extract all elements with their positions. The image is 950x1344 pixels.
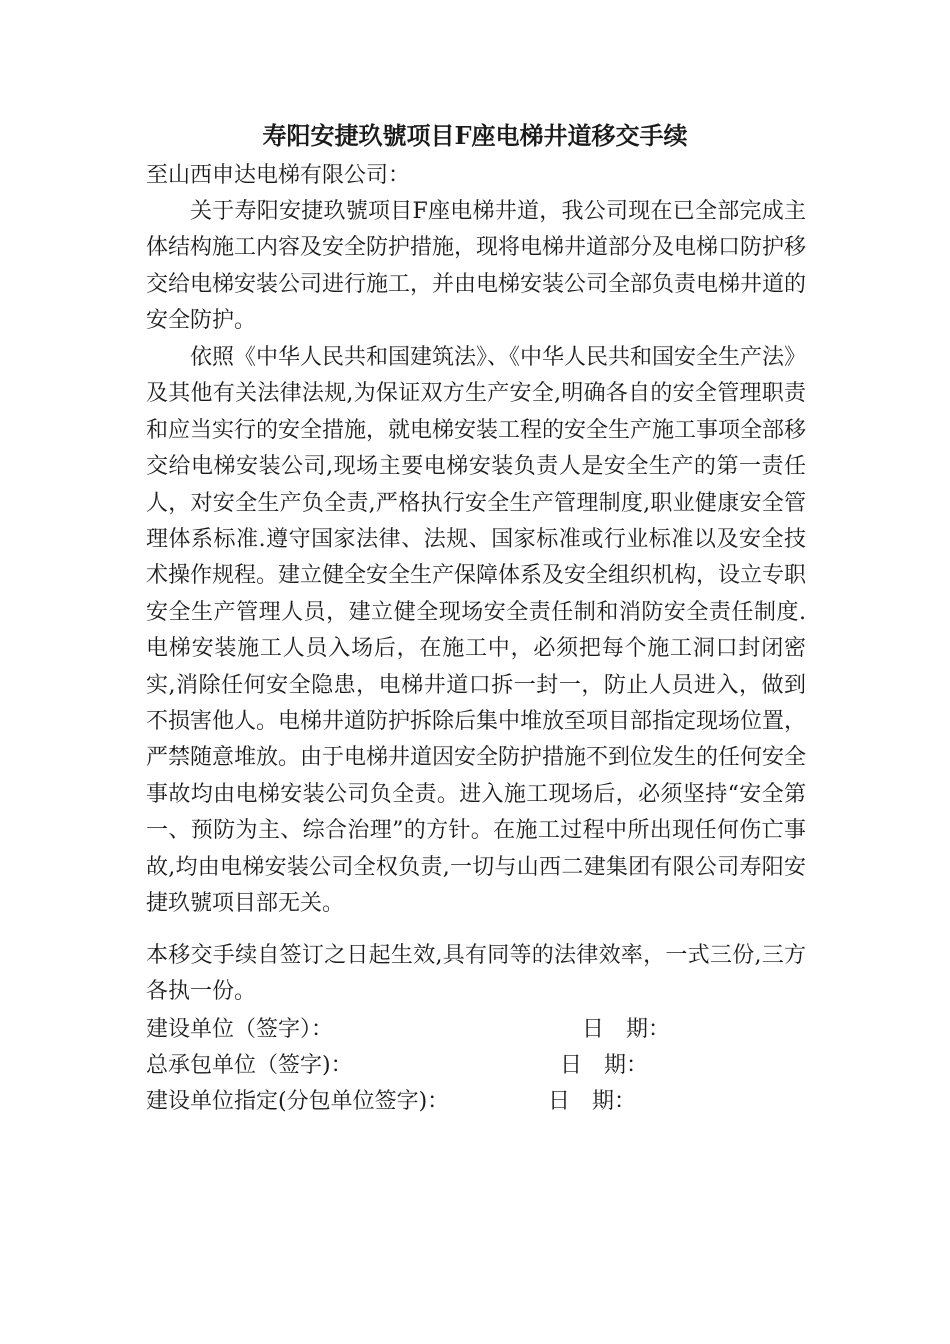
paragraph-effectiveness: 本移交手续自签订之日起生效,具有同等的法律效率，一式三份,三方各执一份。: [146, 943, 806, 1005]
paragraph-safety-responsibility: 依照《中华人民共和国建筑法》、《中华人民共和国安全生产法》及其他有关法律法规,为保证双方生产安全,明确各自的安全管理职责和应当实行的安全措施，就电梯安装工程的安全生产施工事项全部移交给电梯安装公司,现场主要电梯安装负责人是安全生产的第一责任人，对安全生产负全责,严格执行安全生产管理制度,职业健康安全管理体系标准.遵守国家法律、法规、国家标准或行业标准以及安全技术操作规程。建立健全安全生产保障体系及安全组织机构，设立专职安全生产管理人员，建立健全现场安全责任制和消防安全责任制度.电梯安装施工人员入场后，在施工中，必须把每个施工洞口封闭密实,消除任何安全隐患，电梯井道口拆一封一，防止人员进入，做到不损害他人。电梯井道防护拆除后集中堆放至项目部指定现场位置，严禁随意堆放。由于电梯井道因安全防护措施不到位发生的任何安全事故均由电梯安装公司负全责。进入施工现场后，必须坚持“安全第一、预防为主、综合治理”的方针。在施工过程中所出现任何伤亡事故,均由电梯安装公司全权负责,一切与山西二建集团有限公司寿阳安捷玖號项目部无关。: [146, 345, 807, 917]
signature-line-subcontractor: [146, 1084, 637, 1120]
signature-label: 总承包单位（签字)：: [146, 1053, 353, 1078]
date-label: 日 期：: [560, 1053, 649, 1078]
paragraph-handover: 关于寿阳安捷玖號项目F座电梯井道，我公司现在已全部完成主体结构施工内容及安全防护措施，现将电梯井道部分及电梯口防护移交给电梯安装公司进行施工，并由电梯安装公司全部负责电梯井道的安全防护。: [146, 199, 807, 334]
signature-label: 建设单位（签字）：: [146, 1017, 334, 1042]
signature-line-general-contractor: [146, 1048, 649, 1084]
date-label: 日 期：: [582, 1017, 671, 1042]
signature-line-owner: [146, 1012, 671, 1048]
recipient-line: 至山西申达电梯有限公司：: [146, 163, 411, 188]
signature-label: 建设单位指定(分包单位签字)：: [146, 1089, 450, 1114]
document-title: 寿阳安捷玖號项目F座电梯井道移交手续: [262, 121, 688, 150]
date-label: 日 期：: [548, 1089, 637, 1114]
